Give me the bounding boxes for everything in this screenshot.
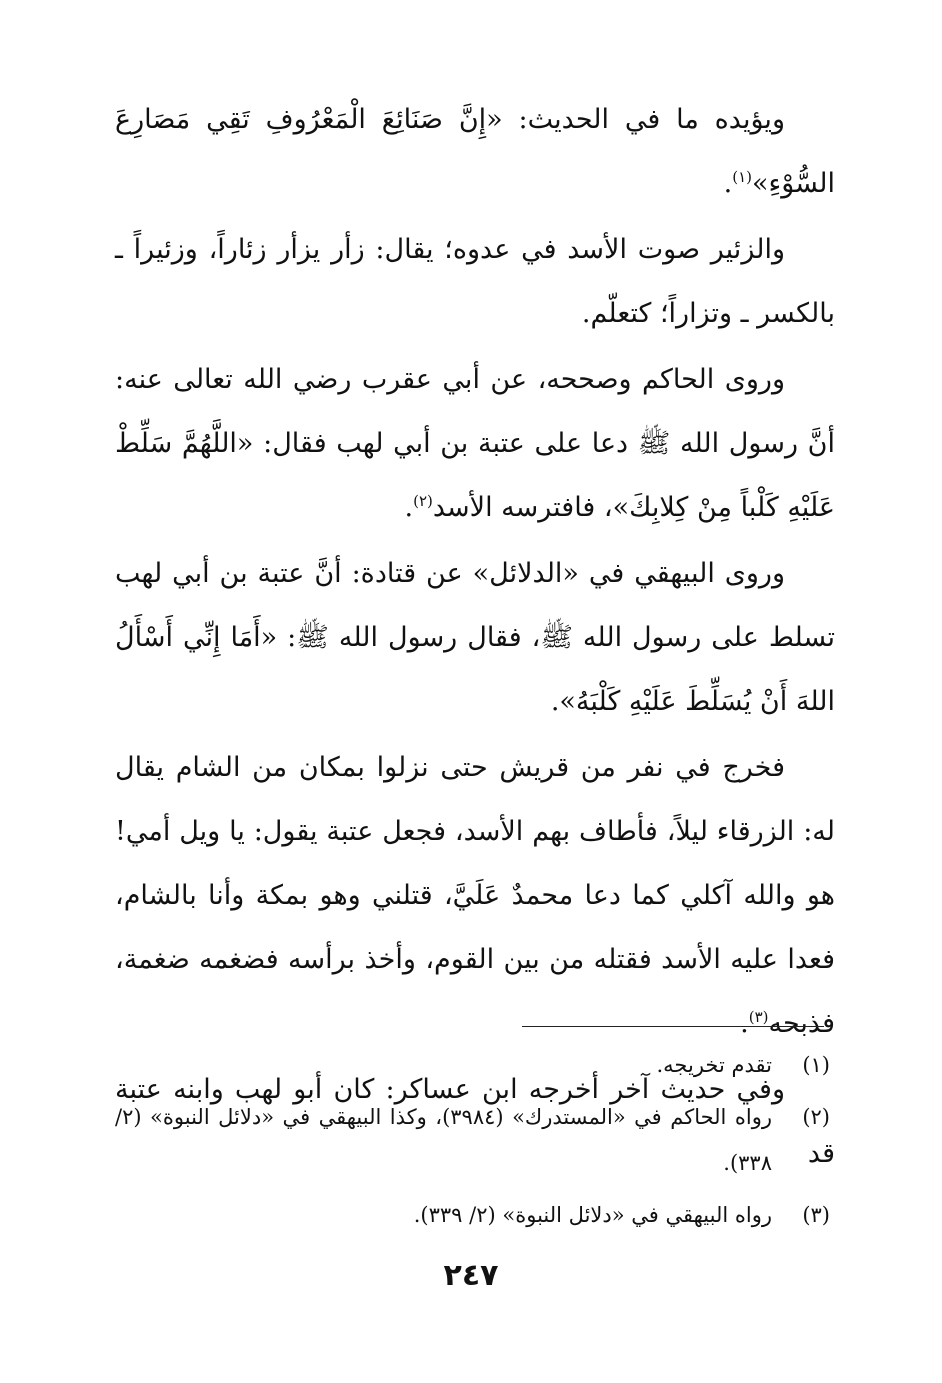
footnote-1 xyxy=(115,1042,830,1088)
footnote-ref-2[interactable]: (٢) xyxy=(413,492,433,510)
footnotes xyxy=(115,1042,830,1244)
paragraph-3-text: وروى الحاكم وصححه، عن أبي عقرب رضي الله تعالى عنه: أنَّ رسول الله ﷺ دعا على عتبة بن أبي لهب فقال: «اللَّهُمَّ سَلِّطْ عَلَيْهِ كَلْباً مِنْ كِلابِكَ»، فافترسه الأسد xyxy=(115,364,835,523)
paragraph-1-end: . xyxy=(723,168,733,199)
paragraph-5-text: فخرج في نفر من قريش حتى نزلوا بمكان من الشام يقال له: الزرقاء ليلاً، فأطاف بهم الأسد، فجعل عتبة يقول: يا ويل أمي! هو والله آكلي كما دعا محمدٌ عَلَيَّ، قتلني وهو بمكة وأنا بالشام، فعدا عليه الأسد فقتله من بين القوم، وأخذ برأسه فضغمه ضغمة، فذبحه xyxy=(115,752,835,1039)
paragraph-4-text: وروى البيهقي في «الدلائل» عن قتادة: أنَّ عتبة بن أبي لهب تسلط على رسول الله ﷺ، فقال رسول الله ﷺ: «أَمَا إِنِّي أَسْأَلُ اللهَ أَنْ يُسَلِّطَ عَلَيْهِ كَلْبَهُ». xyxy=(115,558,835,717)
footnote-2-text: رواه الحاكم في «المستدرك» (٣٩٨٤)، وكذا البيهقي في «دلائل النبوة» (٢/ ٣٣٨). xyxy=(115,1105,772,1175)
paragraph-2-text: والزئير صوت الأسد في عدوه؛ يقال: زأر يزأر زئاراً، وزئيراً ـ بالكسر ـ وتزاراً؛ كتعلّم. xyxy=(115,234,835,329)
footnote-divider xyxy=(522,1026,824,1027)
paragraph-1 xyxy=(115,88,835,216)
footnote-ref-1[interactable]: (١) xyxy=(732,168,753,186)
footnote-1-text: تقدم تخريجه. xyxy=(656,1053,772,1077)
paragraph-4 xyxy=(115,542,835,734)
paragraph-1-text: ويؤيده ما في الحديث: «إِنَّ صَنَائِعَ الْمَعْرُوفِ تَقِي مَصَارِعَ السُّوْءِ» xyxy=(115,104,835,199)
footnote-1-number: (١) xyxy=(802,1053,830,1077)
main-text xyxy=(115,88,835,1188)
footnote-3-number: (٣) xyxy=(802,1203,830,1227)
footnote-2 xyxy=(115,1094,830,1186)
footnote-3 xyxy=(115,1192,830,1238)
paragraph-5-end: . xyxy=(740,1008,749,1039)
page-number: ٢٤٧ xyxy=(443,1258,499,1293)
footnote-ref-3[interactable]: (٣) xyxy=(748,1008,769,1026)
paragraph-3 xyxy=(115,348,835,540)
paragraph-2 xyxy=(115,218,835,346)
footnote-3-text: رواه البيهقي في «دلائل النبوة» (٢/ ٣٣٩). xyxy=(413,1203,772,1227)
paragraph-5 xyxy=(115,736,835,1056)
paragraph-3-end: . xyxy=(404,492,414,523)
footnote-2-number: (٢) xyxy=(802,1105,830,1129)
paragraph-6-text: وفي حديث آخر أخرجه ابن عساكر: كان أبو لهب وابنه عتبة قد xyxy=(115,1074,835,1169)
